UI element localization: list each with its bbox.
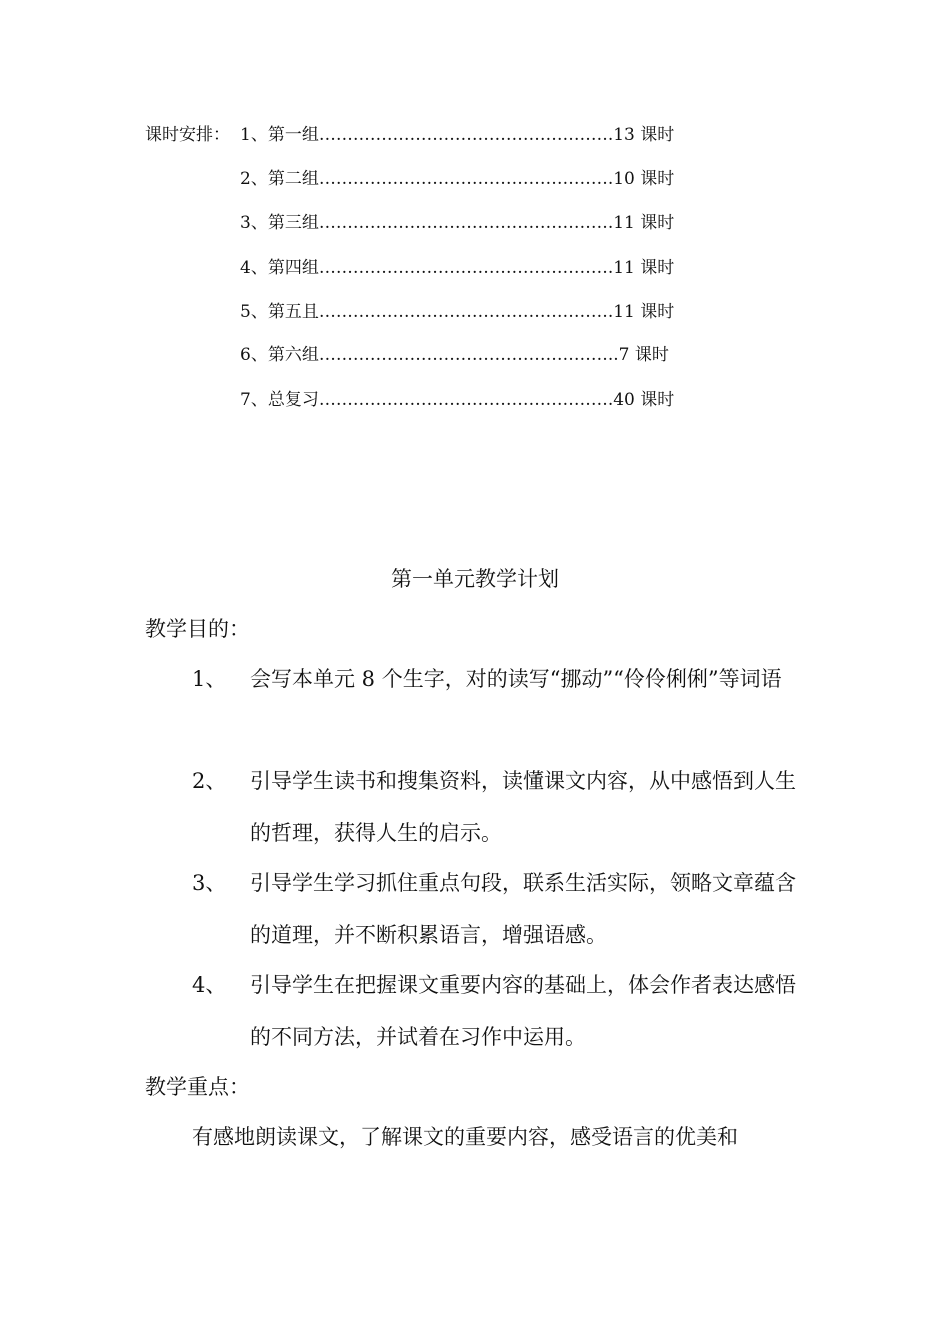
schedule-row-hours: .40 课时 xyxy=(607,390,675,410)
objective-number: 2、 xyxy=(192,769,227,793)
schedule-row-num: 1、 xyxy=(240,125,268,145)
schedule-row-dots: …………………………………………… xyxy=(318,169,608,189)
schedule-row-name: 第四组 xyxy=(267,258,319,278)
objective-text: 引导学生读书和搜集资料，读懂课文内容，从中感悟到人生的哲理，获得人生的启示。 xyxy=(250,769,796,845)
plan-title: 第一单元教学计划 xyxy=(391,567,559,591)
schedule-row-dots: …………………………………………… xyxy=(318,345,608,365)
schedule-row-hours: .11 课时 xyxy=(607,213,675,233)
schedule-row-num: 6、 xyxy=(240,345,268,365)
schedule-row-dots: …………………………………………… xyxy=(318,213,608,233)
schedule-row xyxy=(240,168,674,190)
objective-text: 会写本单元 8 个生字，对的读写“挪动”“伶伶俐俐”等词语 xyxy=(250,667,782,691)
schedule-row-name: 第一组 xyxy=(267,125,319,145)
objective-number: 4、 xyxy=(192,973,227,997)
schedule-row xyxy=(240,212,674,234)
schedule-row xyxy=(240,257,674,279)
schedule-row-name: 第三组 xyxy=(267,213,319,233)
schedule-row xyxy=(240,301,674,323)
schedule-row xyxy=(240,124,674,146)
schedule-row-num: 2、 xyxy=(240,169,268,189)
schedule-row-dots: …………………………………………… xyxy=(318,125,608,145)
schedule-row-hours: ..7 课时 xyxy=(607,345,669,365)
schedule-row-dots: …………………………………………… xyxy=(318,258,608,278)
objective-number: 3、 xyxy=(192,871,227,895)
schedule-label: 课时安排： xyxy=(145,125,230,145)
focus-text: 有感地朗读课文，了解课文的重要内容，感受语言的优美和 xyxy=(192,1125,738,1149)
objective-number: 1、 xyxy=(192,667,227,691)
schedule-row-num: 3、 xyxy=(240,213,268,233)
schedule-row xyxy=(240,344,669,366)
schedule-row-num: 4、 xyxy=(240,258,268,278)
schedule-row-dots: …………………………………………… xyxy=(318,302,608,322)
objective-text: 引导学生学习抓住重点句段，联系生活实际，领略文章蕴含的道理，并不断积累语言，增强语感。 xyxy=(250,871,796,947)
schedule-row-num: 7、 xyxy=(240,390,268,410)
schedule-row-name: 第六组 xyxy=(267,345,319,365)
schedule-row-hours: .10 课时 xyxy=(607,169,675,189)
schedule-row-name: 第五且 xyxy=(267,302,319,322)
schedule-row-hours: .11 课时 xyxy=(607,302,675,322)
schedule-row xyxy=(240,389,674,411)
schedule-row-name: 第二组 xyxy=(267,169,319,189)
schedule-row-num: 5、 xyxy=(240,302,268,322)
schedule-row-hours: .13 课时 xyxy=(607,125,675,145)
objectives-heading: 教学目的： xyxy=(145,617,250,641)
schedule-row-name: 总复习 xyxy=(267,390,319,410)
focus-heading: 教学重点： xyxy=(145,1075,250,1099)
objective-text: 引导学生在把握课文重要内容的基础上，体会作者表达感悟的不同方法，并试着在习作中运用。 xyxy=(250,973,796,1049)
schedule-row-hours: .11 课时 xyxy=(607,258,675,278)
schedule-row-dots: …………………………………………… xyxy=(318,390,608,410)
